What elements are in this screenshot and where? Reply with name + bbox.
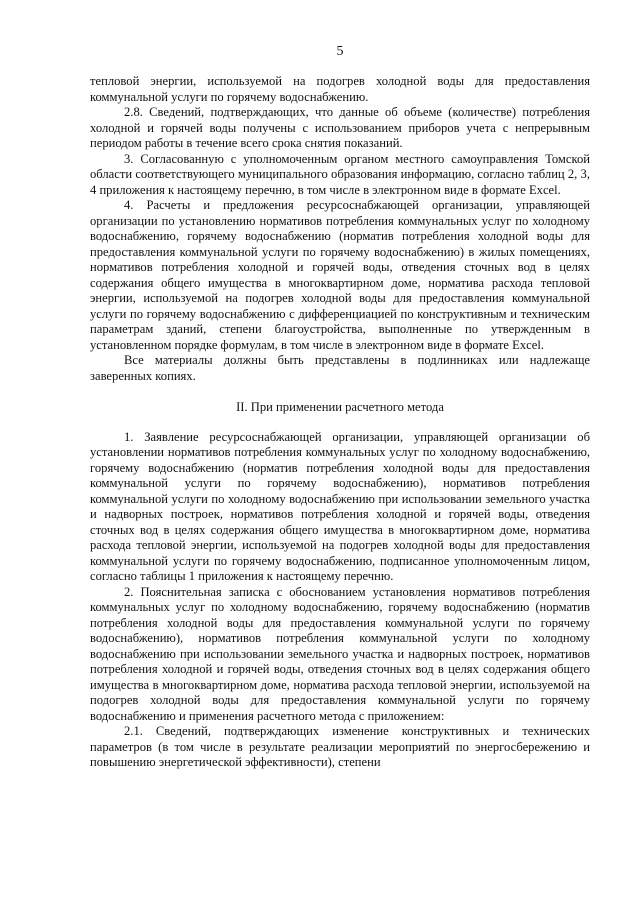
paragraph-section2-1: 1. Заявление ресурсоснабжающей организации, управляющей организации об установлении нормативов потребления коммунальных услуг по холодному водоснабжению, горячему водоснабжению (норматив потребления холодной воды для предоставления коммунальной услуги по горячему водоснабжению), нормативов потребления коммунальной услуги по холодному водоснабжению при использовании земельного участка и надворных построек, нормативов потребления холодной и горячей воды, отведения сточных вод в целях содержания общего имущества в многоквартирном доме, норматива расхода тепловой энергии, используемой на подогрев холодной воды для предоставления коммунальной услуги по горячему водоснабжению, подписанное уполномоченным лицом, согласно таблицы 1 приложения к настоящему перечню. [90, 429, 590, 583]
section-heading: II. При применении расчетного метода [236, 400, 444, 414]
paragraph-3: 3. Согласованную с уполномоченным органом местного самоуправления Томской области соответствующего муниципального образования информацию, согласно таблиц 2, 3, 4 приложения к настоящему перечню, в том числе в электронном виде в формате Excel. [90, 151, 590, 197]
paragraph-section2-2-1: 2.1. Сведений, подтверждающих изменение конструктивных и технических параметров (в том числе в результате реализации мероприятий по энергосбережению и повышению энергетической эффективности), степени [90, 724, 590, 769]
paragraph-section2-2: 2. Пояснительная записка с обоснованием установления нормативов потребления коммунальных услуг по холодному водоснабжению, горячему водоснабжению (норматив потребления холодной воды для предоставления коммунальной услуги по горячему водоснабжению), нормативов потребления коммунальной услуги по холодному водоснабжению при использовании земельного участка и надворных построек, нормативов потребления холодной и горячей воды, отведения сточных вод в целях содержания общего имущества в многоквартирном доме, норматива расхода тепловой энергии, используемой на подогрев холодной воды для предоставления коммунальной услуги по горячему водоснабжению и применения расчетного метода с приложением: [90, 584, 590, 723]
page-number: 5 [336, 44, 344, 59]
paragraph-materials-note: Все материалы должны быть представлены в подлинниках или надлежаще заверенных копиях. [90, 353, 590, 383]
paragraph-2-8: 2.8. Сведений, подтверждающих, что данные об объеме (количестве) потребления холодной и горячей воды получены с использованием приборов учета с непрерывным периодом работы в течение всего срока снятия показаний. [90, 105, 590, 150]
paragraph-4: 4. Расчеты и предложения ресурсоснабжающей организации, управляющей организации по установлению нормативов потребления коммунальных услуг по холодному водоснабжению, горячему водоснабжению (норматив потребления холодной воды для предоставления коммунальной услуги по горячему водоснабжению) в жилых помещениях, нормативов потребления холодной и горячей воды, отведения сточных вод в целях содержания общего имущества в многоквартирном доме, норматива расхода тепловой энергии, используемой на подогрев холодной воды для предоставления коммунальной услуги по горячему водоснабжению с дифференциацией по конструктивным и техническим параметрам зданий, степени благоустройства, выполненные по утвержденным в установленном порядке формулам, в том числе в электронном виде в формате Excel. [90, 198, 590, 352]
paragraph-continuation: тепловой энергии, используемой на подогрев холодной воды для предоставления коммунальной услуги по горячему водоснабжению. [90, 74, 590, 104]
